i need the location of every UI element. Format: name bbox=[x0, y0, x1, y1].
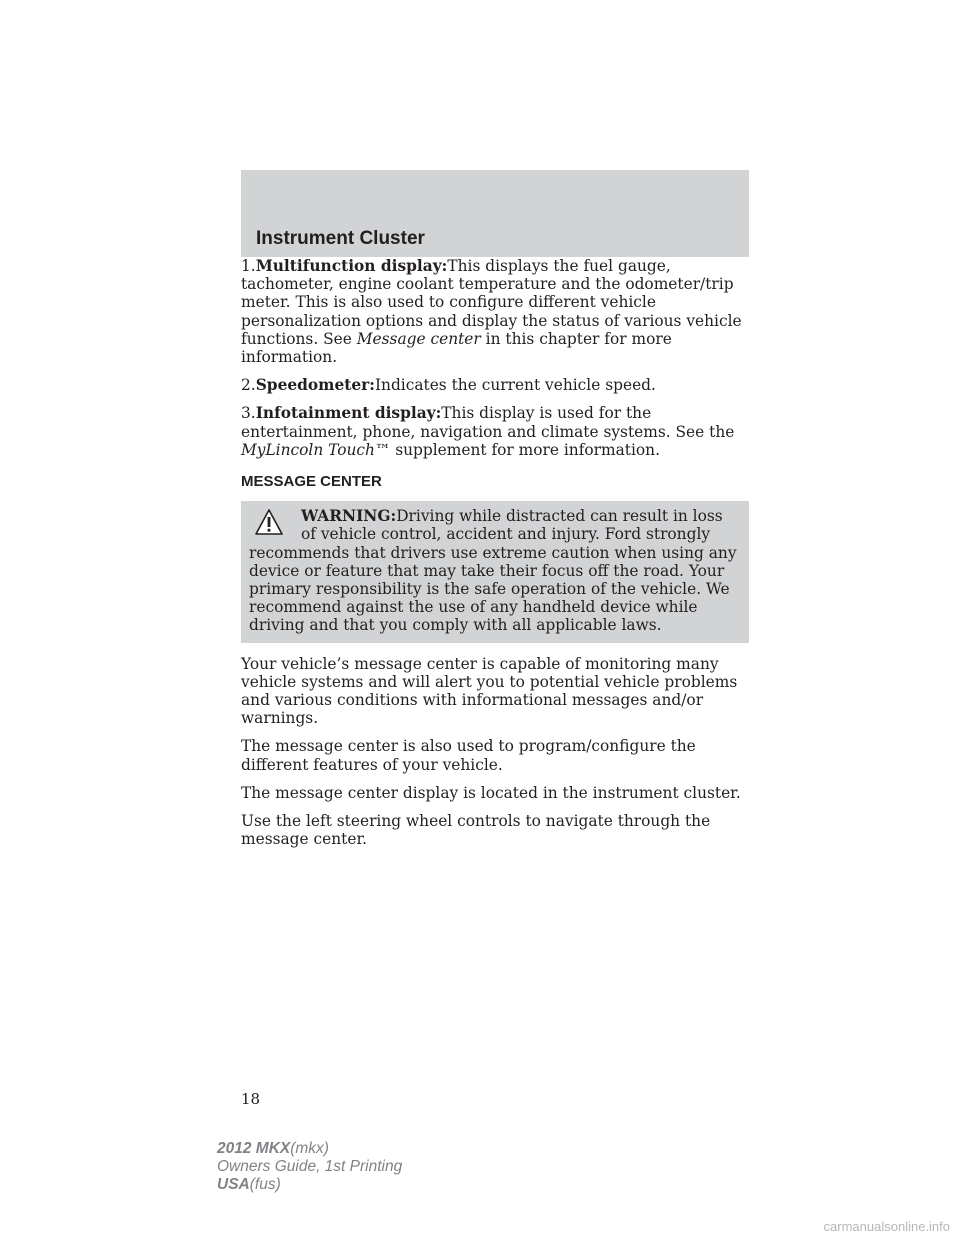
item-label: Infotainment display: bbox=[255, 404, 442, 423]
page-number: 18 bbox=[241, 1090, 261, 1108]
body-paragraph: Use the left steering wheel controls to navigate through the message center. bbox=[241, 812, 711, 849]
item-text: This display is used for the entertainment, phone, navigation and climate systems. See the bbox=[241, 404, 735, 441]
item-label: Multifunction display: bbox=[255, 257, 448, 275]
warning-text bbox=[249, 507, 741, 634]
footer-model: 2012 MKX bbox=[217, 1140, 291, 1157]
item-number: 3. bbox=[241, 404, 256, 423]
footer-market: USA bbox=[217, 1176, 250, 1193]
item-reference: MyLincoln Touch™ bbox=[241, 440, 391, 459]
footer-imprint bbox=[217, 1140, 402, 1194]
item-text: supplement for more information. bbox=[395, 440, 660, 459]
item-number: 1. bbox=[241, 257, 256, 275]
item-text: This displays the fuel gauge, tachometer, engine coolant temperature and the odometer/trip meter. This is also used to configure different vehicle personalization options and display the status of various vehicle functions. See bbox=[241, 257, 742, 348]
list-item-3 bbox=[241, 404, 749, 459]
footer-edition: Owners Guide, 1st Printing bbox=[217, 1158, 403, 1175]
item-reference: Message center bbox=[356, 329, 481, 348]
item-text: in this chapter for more information. bbox=[241, 329, 672, 367]
warning-triangle-icon bbox=[255, 509, 283, 535]
section-heading: MESSAGE CENTER bbox=[241, 473, 382, 491]
chapter-title: Instrument Cluster bbox=[256, 228, 425, 249]
item-label: Speedometer: bbox=[255, 376, 375, 395]
list-item-2 bbox=[241, 376, 749, 394]
body-paragraph: The message center display is located in the instrument cluster. bbox=[241, 783, 741, 802]
watermark: carmanualsonline.info bbox=[823, 1219, 950, 1234]
warning-label: WARNING: bbox=[301, 507, 397, 526]
warning-body: Driving while distracted can result in loss of vehicle control, accident and injury. Ford strongly recommends that drivers use extreme caution when using any device or feature that may take their focus off the road. Your primary responsibility is the safe operation of the vehicle. We recommend against the use of any handheld device while driving and that you comply with all applicable laws. bbox=[249, 507, 737, 635]
item-text: Indicates the current vehicle speed. bbox=[374, 376, 656, 395]
item-number: 2. bbox=[241, 376, 256, 395]
page-content bbox=[241, 257, 749, 858]
list-item-1 bbox=[241, 257, 749, 366]
warning-box bbox=[241, 501, 749, 642]
footer-market-code: (fus) bbox=[249, 1176, 281, 1193]
footer-model-code: (mkx) bbox=[290, 1140, 329, 1157]
body-paragraph: The message center is also used to program/configure the different features of your vehicle. bbox=[241, 737, 696, 774]
body-paragraph: Your vehicle’s message center is capable of monitoring many vehicle systems and will alert you to potential vehicle problems and various conditions with informational messages and/or warnings. bbox=[241, 654, 738, 728]
